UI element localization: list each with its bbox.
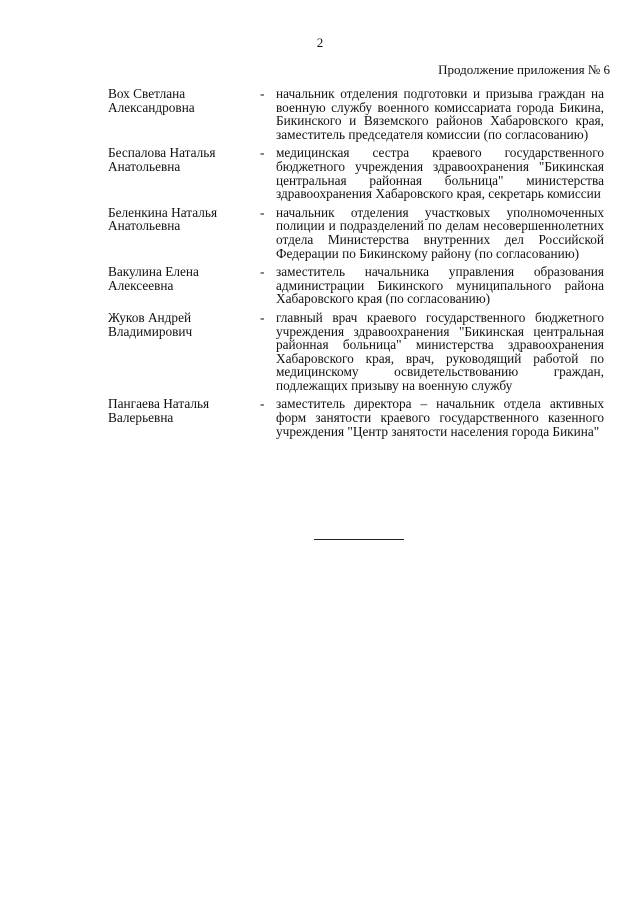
- member-name: Жуков Андрей Владимирович: [108, 309, 193, 339]
- member-dash: -: [260, 86, 265, 101]
- end-of-document-line: [314, 539, 404, 540]
- member-role: медицинская сестра краевого государственного бюджетного учреждения здравоохранения "Бикинская центральная районная больница" министерства здравоохранения Хабаровского края, секретарь комиссии: [276, 145, 604, 202]
- appendix-note: Продолжение приложения № 6: [438, 62, 610, 77]
- member-row: [108, 397, 604, 438]
- member-dash: -: [260, 204, 265, 220]
- member-role: начальник отделения подготовки и призыва граждан на военную службу военного комиссариата города Бикина, Бикинского и Вяземского районов Хабаровского края, заместитель председателя комиссии (по согласованию): [276, 86, 604, 142]
- member-dash: -: [260, 396, 265, 412]
- member-name: Беспалова Наталья Анатольевна: [108, 145, 216, 174]
- member-dash: -: [260, 309, 265, 325]
- member-name: Вох Светлана Александровна: [108, 86, 195, 115]
- member-row: [108, 87, 604, 141]
- member-row: [108, 206, 604, 260]
- member-row: [108, 265, 604, 306]
- member-role: главный врач краевого государственного бюджетного учреждения здравоохранения "Бикинская центральная районная больница" министерства здравоохранения Хабаровского края, врач, руководящий работой по медицинскому освидетельствованию граждан, подлежащих призыву на военную службу: [276, 309, 604, 393]
- member-name: Беленкина Наталья Анатольевна: [108, 204, 218, 234]
- page-number: 2: [316, 35, 324, 50]
- member-dash: -: [260, 145, 265, 161]
- member-name: Вакулина Елена Алексеевна: [108, 264, 199, 293]
- member-row: [108, 146, 604, 200]
- member-dash: -: [260, 264, 265, 280]
- member-name: Пангаева Наталья Валерьевна: [108, 396, 210, 426]
- member-role: заместитель начальника управления образования администрации Бикинского муниципального района Хабаровского края (по согласованию): [276, 264, 604, 307]
- commission-members-list: [108, 87, 604, 443]
- member-role: начальник отделения участковых уполномоченных полиции и подразделений по делам несовершеннолетних отдела Министерства внутренних дел Российской Федерации по Бикинскому району (по согласованию): [276, 204, 604, 261]
- member-role: заместитель директора – начальник отдела активных форм занятости краевого государственного казенного учреждения "Центр занятости населения города Бикина": [276, 396, 604, 439]
- member-row: [108, 311, 604, 393]
